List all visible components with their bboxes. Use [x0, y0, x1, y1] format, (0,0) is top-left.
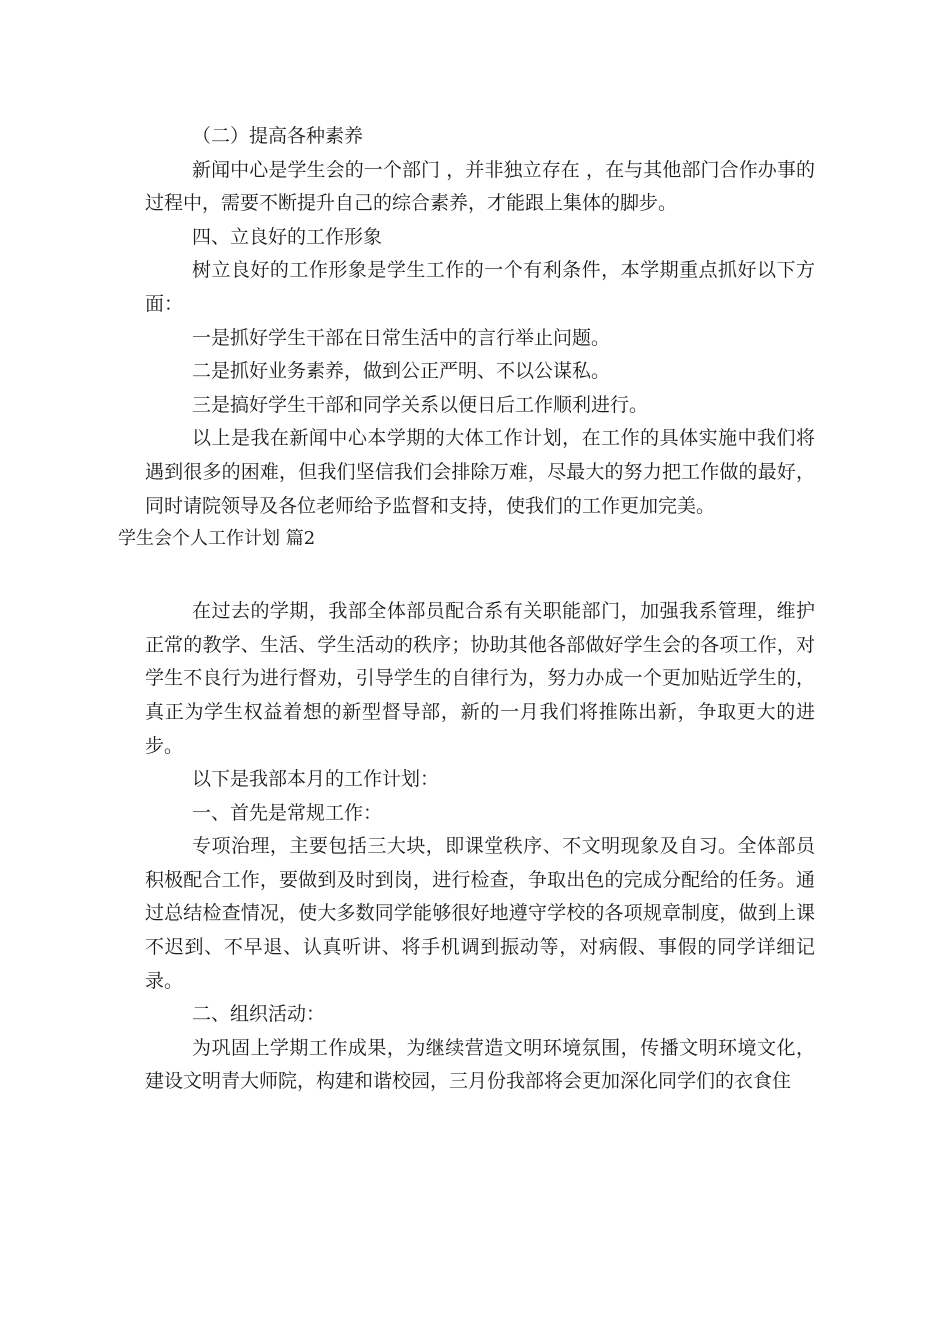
paragraph-routine-work: 专项治理，主要包括三大块，即课堂秩序、不文明现象及自习。全体部员积极配合工作，要做到及时到岗，进行检查，争取出色的完成分配给的任务。通过总结检查情况，使大多数同学能够很好地遵守学校的各项规章制度，做到上课不迟到、不早退、认真听讲、将手机调到振动等，对病假、事假的同学详细记录。	[145, 835, 815, 992]
list-item-3: 三是搞好学生干部和同学关系以便日后工作顺利进行。	[192, 393, 649, 416]
spacer	[145, 555, 815, 595]
paragraph-plan-lead: 以下是我部本月的工作计划：	[192, 768, 440, 791]
heading-activities: 二、组织活动：	[192, 1003, 326, 1026]
paragraph-closing: 以上是我在新闻中心本学期的大体工作计划，在工作的具体实施中我们将遇到很多的困难，但我们坚信我们会排除万难，尽最大的努力把工作做的最好，同时请院领导及各位老师给予监督和支持，使我们的工作更加完美。	[145, 427, 815, 517]
document-page	[118, 120, 815, 1099]
heading-routine-work: 一、首先是常规工作：	[192, 801, 383, 824]
list-item-1: 一是抓好学生干部在日常生活中的言行举止问题。	[192, 326, 611, 349]
subheading-improve-qualities: （二）提高各种素养	[192, 125, 364, 147]
heading-work-image: 四、立良好的工作形象	[192, 225, 383, 248]
paragraph-activities: 为巩固上学期工作成果，为继续营造文明环境氛围，传播文明环境文化，建设文明青大师院，构建和谐校园，三月份我部将会更加深化同学们的衣食住	[145, 1036, 815, 1093]
paragraph-news-center: 新闻中心是学生会的一个部门 ，并非独立存在 ，在与其他部门合作办事的过程中，需要不断提升自己的综合素养，才能跟上集体的脚步。	[145, 158, 815, 215]
paragraph-work-image: 树立良好的工作形象是学生工作的一个有利条件，本学期重点抓好以下方面：	[145, 259, 815, 315]
section-title: 学生会个人工作计划 篇2	[118, 528, 316, 550]
list-item-2: 二是抓好业务素养，做到公正严明、不以公谋私。	[192, 360, 611, 383]
paragraph-intro: 在过去的学期，我部全体部员配合系有关职能部门，加强我系管理，维护正常的教学、生活、学生活动的秩序；协助其他各部做好学生会的各项工作，对学生不良行为进行督劝，引导学生的自律行为，努力办成一个更加贴近学生的，真正为学生权益着想的新型督导部，新的一月我们将推陈出新，争取更大的进步。	[145, 600, 815, 757]
